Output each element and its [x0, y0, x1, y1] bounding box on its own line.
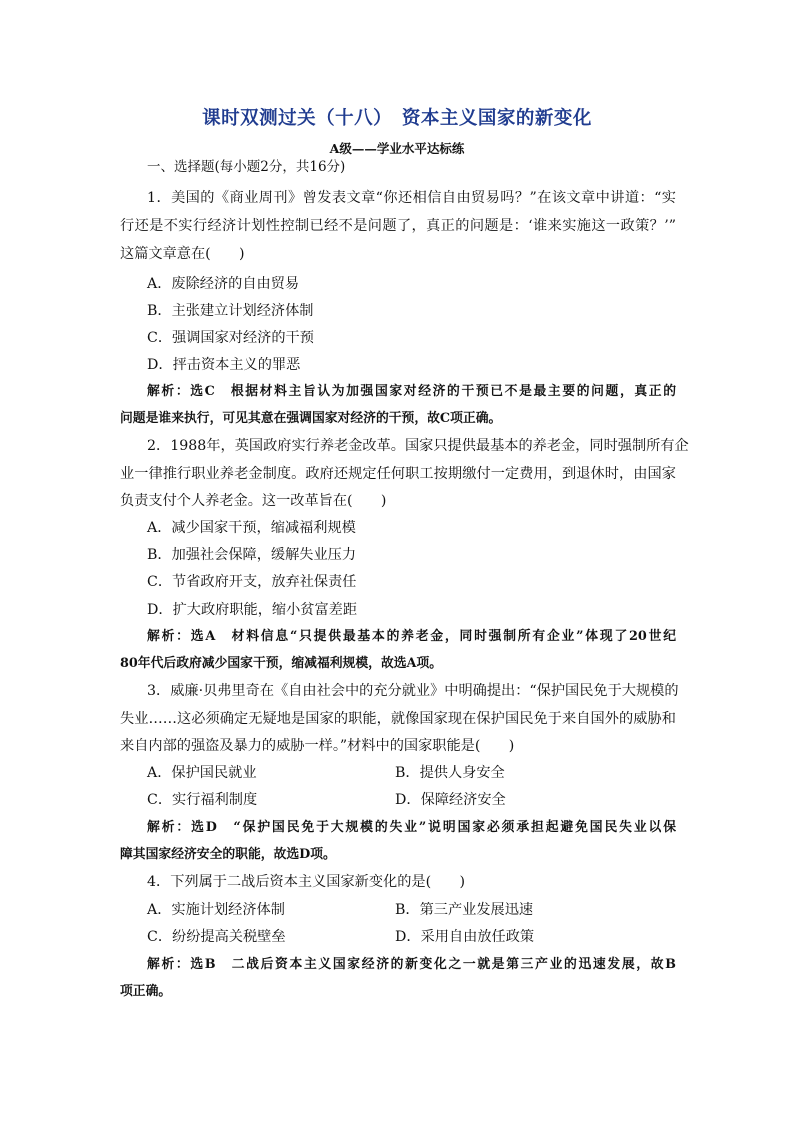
question-3-stem-line-1: 3．威廉·贝弗里奇在《自由社会中的充分就业》中明确提出：“保护国民免于大规模的 — [147, 683, 679, 699]
question-3-option-a: A．保护国民就业 — [147, 765, 257, 781]
question-4-option-a: A．实施计划经济体制 — [147, 902, 285, 918]
question-1-option-b: B．主张建立计划经济体制 — [147, 303, 314, 319]
question-1-stem-line-1: 1．美国的《商业周刊》曾发表文章“你还相信自由贸易吗？”在该文章中讲道：“实 — [147, 190, 676, 206]
question-1-stem-line-3: 这篇文章意在( ) — [120, 246, 245, 262]
question-3-stem-line-2: 失业……这必须确定无疑地是国家的职能，就像国家现在保护国民免于来自国外的威胁和 — [120, 711, 676, 727]
section-heading: 一、选择题(每小题2分，共16分) — [147, 159, 346, 175]
question-4-option-d: D．采用自由放任政策 — [395, 929, 535, 945]
question-3-option-d: D．保障经济安全 — [395, 792, 506, 808]
question-4-option-b: B．第三产业发展迅速 — [395, 902, 534, 918]
question-2-option-b: B．加强社会保障，缓解失业压力 — [147, 547, 357, 563]
question-4-option-c: C．纷纷提高关税壁垒 — [147, 929, 286, 945]
question-1-option-c: C．强调国家对经济的干预 — [147, 330, 314, 346]
question-1-analysis-line-2: 问题是谁来执行，可见其意在强调国家对经济的干预，故C项正确。 — [120, 411, 502, 426]
question-4-analysis-line-2: 项正确。 — [120, 984, 172, 999]
question-3-option-c: C．实行福利制度 — [147, 792, 258, 808]
question-4-stem-line-1: 4．下列属于二战后资本主义国家新变化的是( ) — [147, 874, 466, 890]
question-3-option-b: B．提供人身安全 — [395, 765, 505, 781]
question-2-stem-line-3: 负责支付个人养老金。这一改革旨在( ) — [120, 493, 387, 509]
question-3-analysis-line-1: 解析：选D “保护国民免于大规模的失业”说明国家必须承担起避免国民失业以保 — [147, 820, 676, 835]
question-3-stem-line-3: 来自内部的强盗及暴力的威胁一样。”材料中的国家职能是( ) — [120, 738, 515, 754]
question-1-option-a: A．废除经济的自由贸易 — [147, 276, 300, 292]
question-2-stem-line-2: 业一律推行职业养老金制度。政府还规定任何职工按期缴付一定费用，到退休时，由国家 — [120, 466, 676, 482]
question-1-stem-line-2: 行还是不实行经济计划性控制已经不是问题了，真正的问题是：‘谁来实施这一政策？’” — [120, 218, 676, 234]
question-1-option-d: D．抨击资本主义的罪恶 — [147, 357, 301, 373]
question-2-option-d: D．扩大政府职能，缩小贫富差距 — [147, 602, 358, 618]
level-subtitle: A级——学业水平达标练 — [329, 141, 465, 156]
question-4-analysis-line-1: 解析：选B 二战后资本主义国家经济的新变化之一就是第三产业的迅速发展，故B — [147, 957, 676, 972]
question-1-analysis-line-1: 解析：选C 根据材料主旨认为加强国家对经济的干预已不是最主要的问题，真正的 — [147, 384, 676, 399]
question-2-analysis-line-1: 解析：选A 材料信息“只提供最基本的养老金，同时强制所有企业”体现了20世纪 — [147, 629, 676, 644]
question-3-analysis-line-2: 障其国家经济安全的职能，故选D项。 — [120, 847, 336, 862]
question-2-option-a: A．减少国家干预，缩减福利规模 — [147, 520, 356, 536]
question-2-analysis-line-2: 80年代后政府减少国家干预，缩减福利规模，故选A项。 — [120, 656, 443, 671]
question-2-stem-line-1: 2．1988年，英国政府实行养老金改革。国家只提供最基本的养老金，同时强制所有企 — [147, 438, 689, 454]
page-title: 课时双测过关（十八） 资本主义国家的新变化 — [202, 108, 592, 129]
question-2-option-c: C．节省政府开支，放弃社保责任 — [147, 574, 357, 590]
